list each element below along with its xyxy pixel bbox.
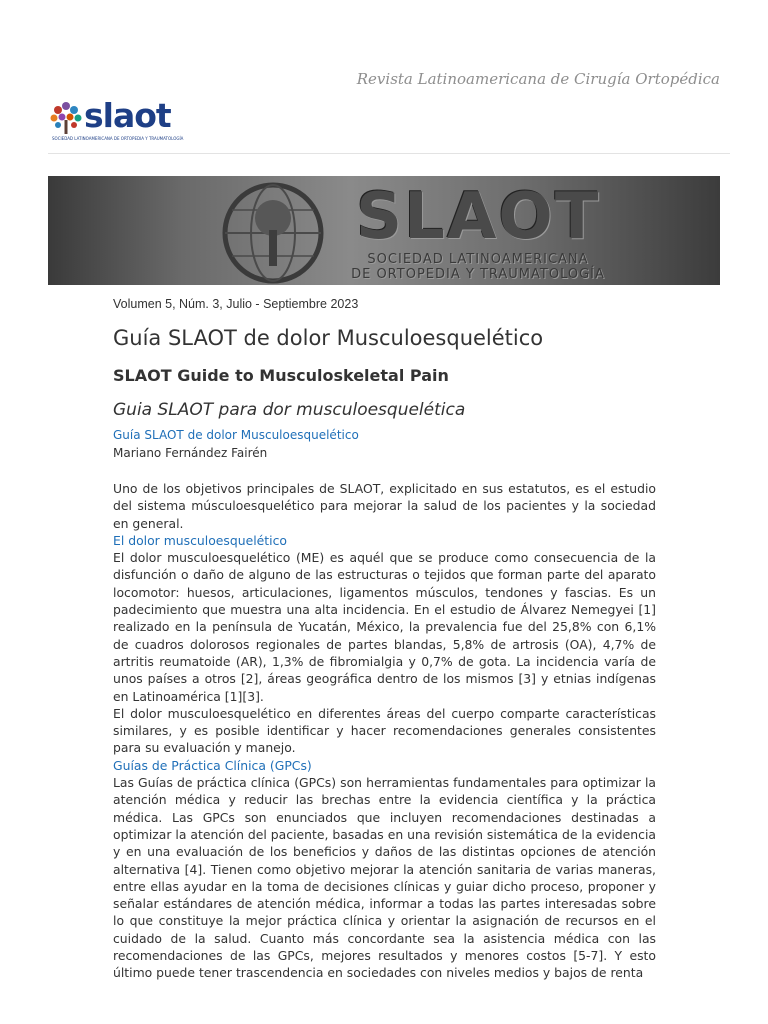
banner-subtitle-line1: SOCIEDAD LATINOAMERICANA <box>367 252 589 267</box>
section-heading-dolor: El dolor musculoesquelético <box>113 532 287 548</box>
issue-info: Volumen 5, Núm. 3, Julio - Septiembre 2023 <box>113 297 359 311</box>
logo-tree-icon <box>46 98 86 138</box>
section-heading-gpcs: Guías de Práctica Clínica (GPCs) <box>113 757 312 773</box>
globe-tree-emblem-icon <box>218 178 328 285</box>
section1-paragraph-1: El dolor musculoesquelético (ME) es aquél que se produce como consecuencia de la disfunción o daño de alguno de las estructuras o tejidos que forman parte del aparato locomotor: huesos, articulaciones, ligamentos músculos, tendones y fascias. Es un padecimiento que muestra una alta incidencia. En el estudio de Álvarez Nemegyei [1] realizado en la península de Yucatán, México, la prevalencia fue del 25,8% con 6,1% de cuadros dolorosos regionales de partes blandas, 5,8% de artrosis (OA), 4,7% de artritis reumatoide (AR), 1,3% de fibromialgia y 0,7% de gota. La incidencia varía de unos países a otros [2], áreas geográfica dentro de los mismos [3] y etnias indígenas en Latinoamérica [1][3]. <box>113 550 656 704</box>
logo-text: slaot <box>84 96 171 135</box>
intro-paragraph: Uno de los objetivos principales de SLAOT, explicitado en sus estatutos, es el estudio del sistema músculoesquelético para mejorar la salud de los pacientes y la sociedad en general. <box>113 481 656 531</box>
article-title-es: Guía SLAOT de dolor Musculoesquelético <box>113 326 544 350</box>
article-author: Mariano Fernández Fairén <box>113 446 268 460</box>
journal-title: Revista Latinoamericana de Cirugía Ortopédica <box>356 70 720 88</box>
slaot-logo[interactable] <box>46 96 186 144</box>
banner-brand: SLAOT <box>356 180 601 254</box>
article-body <box>113 480 656 982</box>
banner-subtitle-line2: DE ORTOPEDIA Y TRAUMATOLOGÍA <box>351 267 605 282</box>
header-divider <box>48 153 730 154</box>
section2-paragraph-1: Las Guías de práctica clínica (GPCs) son herramientas fundamentales para optimizar la atención médica y reducir las brechas entre la evidencia científica y la práctica médica. Las GPCs son enunciados que incluyen recomendaciones destinadas a optimizar la atención del paciente, basadas en una revisión sistemática de la evidencia y en una evaluación de los beneficios y daños de las distintas opciones de atención alternativa [4]. Tienen como objetivo mejorar la atención sanitaria de varias maneras, entre ellas ayudar en la toma de decisiones clínicas y guiar dicho proceso, proponer y señalar estándares de atención médica, informar a todas las partes interesadas sobre lo que constituye la mejor práctica clínica y orientar la asignación de recursos en el cuidado de la salud. Cuanto más concordante sea la asistencia médica con las recomendaciones de las GPCs, mejores resultados y menores costos [5-7]. Y esto último puede tener trascendencia en sociedades con niveles medios y bajos de renta <box>113 775 656 981</box>
section1-paragraph-2: El dolor musculoesquelético en diferentes áreas del cuerpo comparte características similares, y es posible identificar y hacer recomendaciones generales consistentes para su evaluación y manejo. <box>113 705 656 756</box>
article-title-en: SLAOT Guide to Musculoskeletal Pain <box>113 366 449 385</box>
article-title-pt: Guia SLAOT para dor musculoesquelética <box>113 400 466 420</box>
logo-tagline: SOCIEDAD LATINOAMERICANA DE ORTOPEDIA Y TRAUMATOLOGÍA <box>52 136 184 141</box>
banner-subtitle <box>338 252 618 282</box>
article-link[interactable]: Guía SLAOT de dolor Musculoesquelético <box>113 428 359 442</box>
slaot-banner <box>48 176 720 285</box>
